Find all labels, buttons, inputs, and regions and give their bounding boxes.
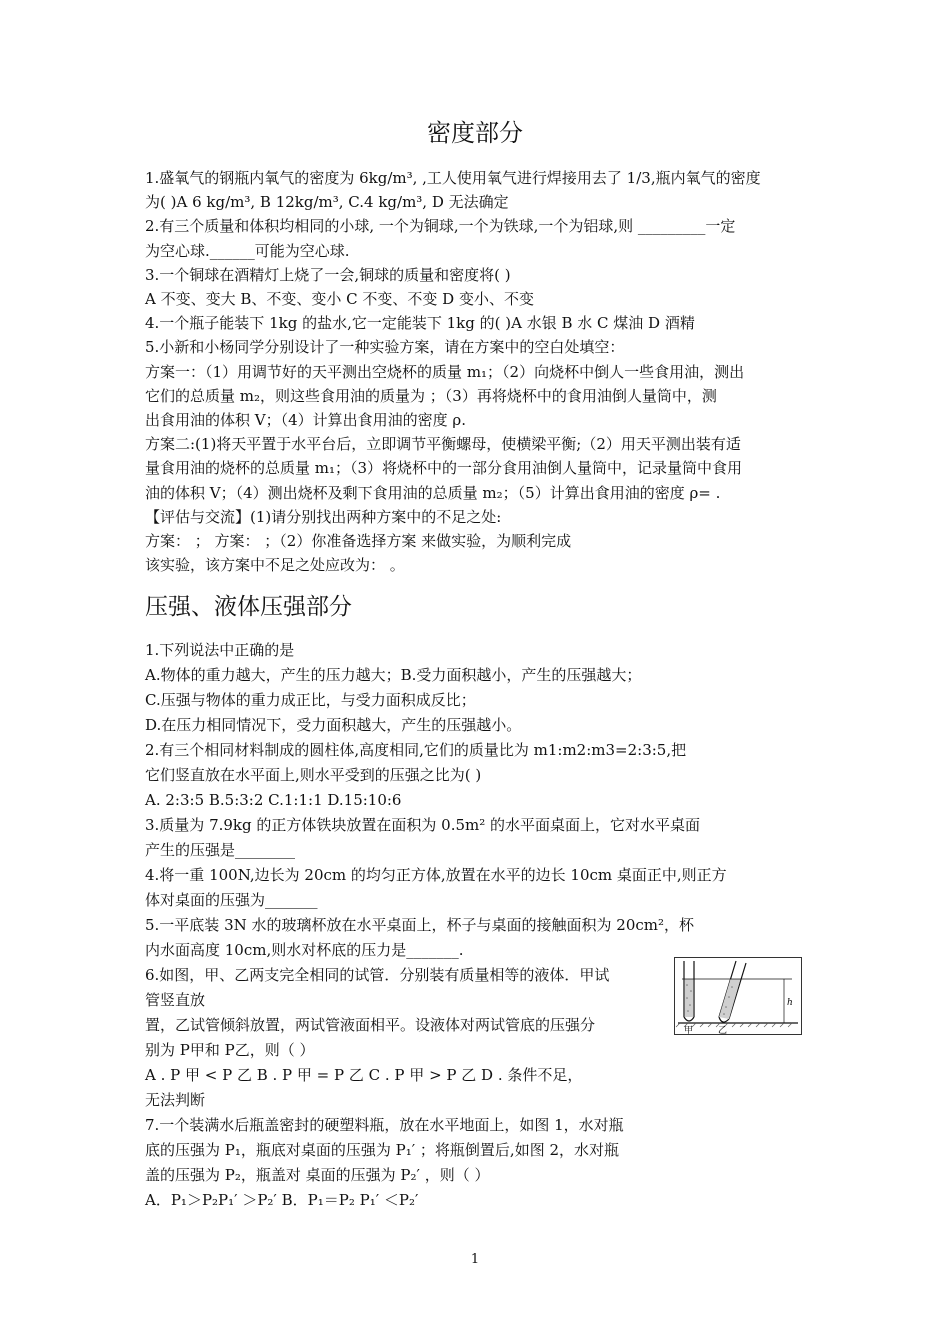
pressure-line: D.在压力相同情况下，受力面积越大，产生的压强越小。 [145, 716, 522, 734]
page-number: 1 [470, 1252, 480, 1267]
pressure-line: 6.如图，甲、乙两支完全相同的试管．分别装有质量相等的液体．甲试 [145, 966, 610, 984]
density-line: 3.一个铜球在酒精灯上烧了一会,铜球的质量和密度将( ) [145, 265, 511, 284]
density-line: 方案： ； 方案： ；（2）你准备选择方案 来做实验，为顺利完成 [145, 532, 572, 550]
density-line: 量食用油的烧杯的总质量 m₁；（3）将烧杯中的一部分食用油倒人量筒中，记录量筒中食用 [145, 459, 743, 478]
pressure-line: 无法判断 [145, 1091, 206, 1109]
density-line: 2.有三个质量和体积均相同的小球, 一个为铜球,一个为铁球,一个为铝球,则 _________一定 [145, 217, 736, 236]
pressure-line: 别为 P甲和 P乙，则（ ） [145, 1041, 315, 1059]
page-title: 密度部分 [427, 119, 523, 147]
tube-b-label: 乙 [718, 1026, 728, 1035]
density-line: 1.盛氧气的钢瓶内氧气的密度为 6kg/m³, ,工人使用氧气进行焊接用去了 1/3,瓶内氧气的密度 [145, 169, 761, 187]
section-title-pressure: 压强、液体压强部分 [145, 594, 352, 620]
pressure-line: 4.将一重 100N,边长为 20cm 的均匀正方体,放置在水平的边长 10cm 桌面正中,则正方 [145, 866, 727, 884]
density-line: 5.小新和小杨同学分别设计了一种实验方案，请在方案中的空白处填空： [145, 338, 625, 357]
density-line: 方案二:(1)将天平置于水平台后，立即调节平衡螺母，使横梁平衡;（2）用天平测出装有适 [145, 435, 741, 454]
pressure-line: 产生的压强是________ [145, 841, 296, 859]
pressure-line: 体对桌面的压强为_______ [145, 891, 318, 909]
density-line: A 不变、变大 B、不变、变小 C 不变、不变 D 变小、不变 [145, 290, 534, 308]
density-line: 【评估与交流】(1)请分别找出两种方案中的不足之处: [145, 507, 502, 526]
pressure-line: 3.质量为 7.9kg 的正方体铁块放置在面积为 0.5m² 的水平面桌面上，它对水平桌面 [145, 816, 701, 834]
density-line: 该实验，该方案中不足之处应改为： 。 [145, 556, 405, 575]
pressure-line: A. 2:3:5 B.5:3:2 C.1:1:1 D.15:10:6 [145, 791, 402, 809]
pressure-line: 2.有三个相同材料制成的圆柱体,高度相同,它们的质量比为 m1:m2:m3=2:3:5,把 [145, 741, 687, 759]
pressure-line: A．P₁＞P₂P₁′ ＞P₂′ B．P₁＝P₂ P₁′ ＜P₂′ [145, 1191, 419, 1209]
pressure-line: 7.一个装满水后瓶盖密封的硬塑料瓶，放在水平地面上，如图 1，水对瓶 [145, 1116, 624, 1134]
density-line: 4.一个瓶子能装下 1kg 的盐水,它一定能装下 1kg 的( )A 水银 B 水 C 煤油 D 酒精 [145, 314, 695, 333]
density-line: 为空心球.______可能为空心球. [145, 241, 350, 260]
pressure-line: A . P 甲 < P 乙 B . P 甲 = P 乙 C . P 甲 > P 乙 D . 条件不足， [145, 1066, 583, 1084]
tube-a-label: 甲 [684, 1026, 694, 1035]
density-line: 它们的总质量 m₂，则这些食用油的质量为 ；（3）再将烧杯中的食用油倒人量筒中，测 [145, 386, 717, 405]
density-line: 为( )A 6 kg/m³, B 12kg/m³, C.4 kg/m³, D 无法确定 [145, 193, 509, 212]
pressure-line: C.压强与物体的重力成正比，与受力面积成反比； [145, 691, 476, 709]
pressure-line: 内水面高度 10cm,则水对杯底的压力是_______. [145, 941, 464, 959]
pressure-line: 它们竖直放在水平面上,则水平受到的压强之比为( ) [145, 766, 482, 784]
pressure-line: 管竖直放 [145, 991, 206, 1009]
pressure-line: 1.下列说法中正确的是 [145, 641, 295, 659]
density-line: 油的体积 V；（4）测出烧杯及剩下食用油的总质量 m₂；（5）计算出食用油的密度 ρ= . [145, 483, 721, 502]
pressure-line: 5.一平底装 3N 水的玻璃杯放在水平桌面上，杯子与桌面的接触面积为 20cm²，杯 [145, 916, 695, 934]
test-tubes-figure [674, 957, 802, 1035]
pressure-line: 底的压强为 P₁，瓶底对桌面的压强为 P₁′ ；将瓶倒置后,如图 2，水对瓶 [145, 1141, 620, 1159]
pressure-line: 置，乙试管倾斜放置，两试管液面相平。设液体对两试管底的压强分 [145, 1016, 596, 1034]
density-line: 出食用油的体积 V；（4）计算出食用油的密度 ρ. [145, 411, 467, 429]
density-line: 方案一：（1）用调节好的天平测出空烧杯的质量 m₁；（2）向烧杯中倒人一些食用油，测出 [145, 362, 745, 381]
height-label: h [787, 998, 793, 1008]
pressure-line: 盖的压强为 P₂，瓶盖对 桌面的压强为 P₂′ ，则（ ） [145, 1166, 490, 1184]
pressure-line: A.物体的重力越大，产生的压力越大；B.受力面积越小，产生的压强越大； [145, 666, 642, 684]
